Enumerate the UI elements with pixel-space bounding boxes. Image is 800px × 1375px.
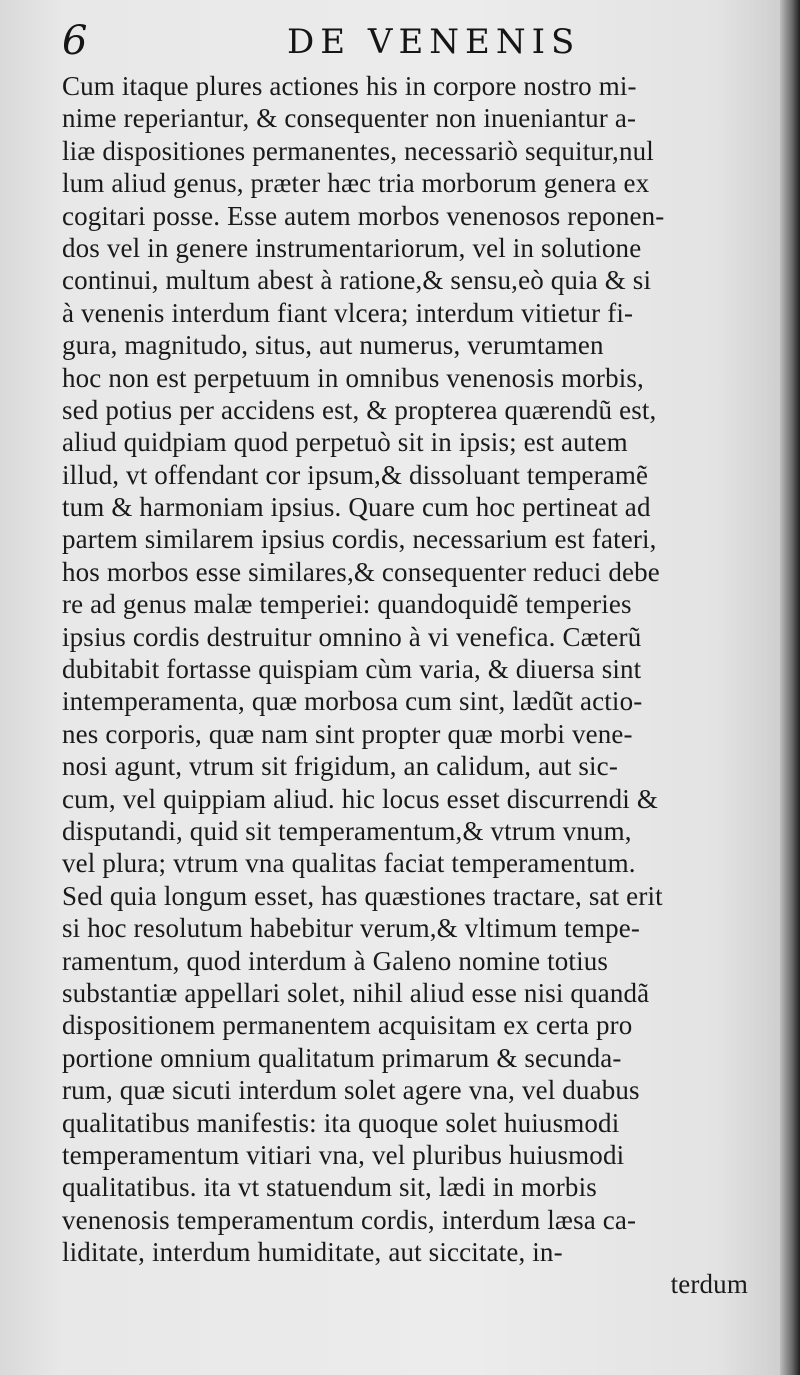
text-line: venenosis temperamentum cordis, interdum læsa ca- (62, 1204, 637, 1235)
text-line: Cum itaque plures actiones his in corpore nostro mi- (62, 71, 637, 101)
body-text (62, 70, 752, 1301)
text-line: re ad genus malæ temperiei: quandoquidẽ temperies (62, 589, 632, 620)
text-line: aliud quidpiam quod perpetuò sit in ipsis; est autem (62, 427, 628, 458)
running-head: DE VENENIS (287, 22, 581, 62)
text-line: Sed quia longum esset, has quæstiones tractare, sat erit (62, 880, 663, 911)
text-line: illud, vt offendant cor ipsum,& dissoluant temperamẽ (62, 459, 649, 490)
text-line: disputandi, quid sit temperamentum,& vtrum vnum, (62, 815, 632, 846)
page-number: 6 (62, 18, 88, 64)
text-line: dispositionem permanentem acquisitam ex certa pro (62, 1010, 633, 1041)
text-line: hos morbos esse similares,& consequenter reduci debe (62, 556, 660, 587)
text-line: nes corporis, quæ nam sint propter quæ morbi vene- (62, 718, 633, 749)
text-line: liditate, interdum humiditate, aut siccitate, in- (62, 1237, 563, 1268)
text-line: substantiæ appellari solet, nihil aliud esse nisi quandã (62, 977, 650, 1008)
text-line: portione omnium qualitatum primarum & secunda- (62, 1042, 622, 1073)
text-line: continui, multum abest à ratione,& sensu,eò quia & si (62, 265, 652, 296)
text-line: sed potius per accidens est, & propterea quærendũ est, (62, 394, 657, 425)
text-line: vel plura; vtrum vna qualitas faciat temperamentum. (62, 848, 636, 879)
text-line: intemperamenta, quæ morbosa cum sint, lædũt actio- (62, 686, 643, 717)
text-line: à venenis interdum fiant vlcera; interdum vitietur fi- (62, 297, 634, 328)
text-line: qualitatibus manifestis: ita quoque solet huiusmodi (62, 1107, 620, 1138)
text-line: qualitatibus. ita vt statuendum sit, lædi in morbis (62, 1172, 597, 1203)
text-line: dos vel in genere instrumentariorum, vel in solutione (62, 232, 642, 263)
text-line: cum, vel quippiam aliud. hic locus esset discurrendi & (62, 783, 658, 814)
text-line: rum, quæ sicuti interdum solet agere vna, vel duabus (62, 1075, 640, 1106)
text-line: ramentum, quod interdum à Galeno nomine totius (62, 945, 609, 976)
text-line: tum & harmoniam ipsius. Quare cum hoc pertineat ad (62, 492, 651, 523)
text-line: gura, magnitudo, situs, aut numerus, verumtamen (62, 330, 604, 361)
text-line: ipsius cordis destruitur omnino à vi venefica. Cæterũ (62, 621, 642, 652)
text-line: liæ dispositiones permanentes, necessariò sequitur,nul (62, 135, 654, 166)
text-line: si hoc resolutum habebitur verum,& vltimum tempe- (62, 913, 640, 944)
text-line: temperamentum vitiari vna, vel pluribus huiusmodi (62, 1139, 625, 1170)
page-header (62, 18, 762, 66)
text-line: cogitari posse. Esse autem morbos venenosos reponen- (62, 200, 665, 231)
text-line: lum aliud genus, præter hæc tria morborum genera ex (62, 168, 650, 199)
catchword: terdum (670, 1269, 748, 1300)
text-line: nime reperiantur, & consequenter non inueniantur a- (62, 103, 637, 134)
text-line: nosi agunt, vtrum sit frigidum, an calidum, aut sic- (62, 751, 618, 782)
text-line: partem similarem ipsius cordis, necessarium est fateri, (62, 524, 657, 555)
page-edge (780, 0, 800, 1375)
text-line: dubitabit fortasse quispiam cùm varia, & diuersa sint (62, 654, 642, 685)
text-line: hoc non est perpetuum in omnibus venenosis morbis, (62, 362, 644, 393)
